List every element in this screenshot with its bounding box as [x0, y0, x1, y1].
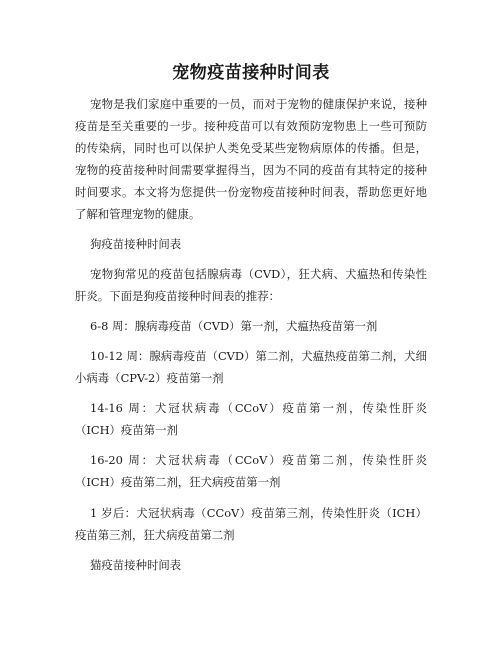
intro-paragraph: 宠物是我们家庭中重要的一员，而对于宠物的健康保护来说，接种疫苗是至关重要的一步。接种疫苗可以有效预防宠物患上一些可预防的传染病，同时也可以保护人类免受某些宠物病原体的传播。但是，宠物的疫苗接种时间需要掌握得当，因为不同的疫苗有其特定的接种时间要求。本文将为您提供一份宠物疫苗接种时间表，帮助您更好地了解和管理宠物的健康。 — [75, 97, 427, 221]
dog-schedule-item: 16-20 周：犬冠状病毒（CCoV）疫苗第二剂，传染性肝炎（ICH）疫苗第二剂，狂犬病疫苗第一剂 — [75, 453, 427, 489]
cat-section-heading: 猫疫苗接种时间表 — [90, 558, 182, 572]
dog-schedule-item: 1 岁后：犬冠状病毒（CCoV）疫苗第三剂，传染性肝炎（ICH）疫苗第三剂，狂犬病疫苗第二剂 — [75, 506, 427, 542]
page-title: 宠物疫苗接种时间表 — [172, 63, 330, 83]
dog-schedule-item: 10-12 周：腺病毒疫苗（CVD）第二剂，犬瘟热疫苗第二剂，犬细小病毒（CPV-2）疫苗第一剂 — [75, 349, 427, 385]
dog-intro-paragraph: 宠物狗常见的疫苗包括腺病毒（CVD），狂犬病、犬瘟热和传染性肝炎。下面是狗疫苗接种时间表的推荐： — [75, 267, 427, 303]
dog-schedule-item: 6-8 周：腺病毒疫苗（CVD）第一剂，犬瘟热疫苗第一剂 — [90, 319, 378, 333]
dog-schedule-item: 14-16 周：犬冠状病毒（CCoV）疫苗第一剂，传染性肝炎（ICH）疫苗第一剂 — [75, 401, 427, 437]
dog-section-heading: 狗疫苗接种时间表 — [90, 237, 182, 251]
